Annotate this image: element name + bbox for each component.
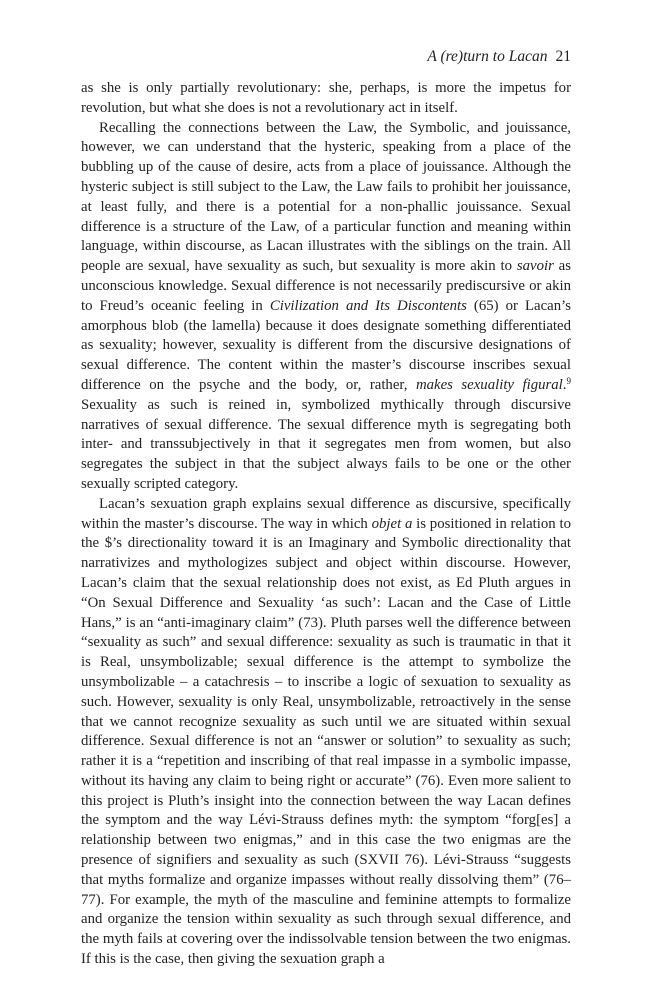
paragraph-text: Sexuality as such is reined in, symbolized mythically through discursive narratives of sexual difference. The sexual difference myth is segregating both inter- and transsubjectively in that it segregates men from women, but also segregates the subject in that the subject always fails to be one or the other sexually scripted category. xyxy=(81,396,571,492)
paragraph-continued xyxy=(81,79,571,119)
paragraph-text: as she is only partially revolutionary: she, perhaps, is more the impetus for revolution, but what she does is not a revolutionary act in itself. xyxy=(81,80,571,116)
paragraph-text: Recalling the connections between the Law, the Symbolic, and jouissance, however, we can understand that the hysteric, speaking from a place of the bubbling up of the cause of desire, acts from a place of jouissance. Although the hysteric subject is still subject to the Law, the Law fails to prohibit her jouissance, at least fully, and there is a potential for a non-phallic jouissance. Sexual difference is a structure of the Law, of a particular function and meaning within language, within discourse, as Lacan illustrates with the siblings on the train. All people are sexual, have sexuality as such, but sexuality is more akin to xyxy=(81,119,571,275)
paragraph-text: (65) or Lacan’s amorphous blob (the lamella) because it does designate something differentiated as sexuality; however, sexuality is different from the discursive designations of sexual difference. The content within the master’s discourse inscribes sexual difference on the psyche and the body, or, rather, xyxy=(81,297,571,393)
paragraph-text: is positioned in relation to the $’s directionality toward it is an Imaginary and Symbolic directionality that narrativizes and mythologizes subject and object within discourse. However, Lacan’s claim that the sexual relationship does not exist, as Ed Pluth argues in “On Sexual Difference and Sexuality ‘as such’: Lacan and the Case of Little Hans,” is an “anti-imaginary claim” (73). Pluth parses well the difference between “sexuality as such” and sexual difference: sexuality as such is traumatic in that it is Real, unsymbolizable; sexual difference is the attempt to symbolize the unsymbolizable – a catachresis – to inscribe a logic of sexuation to sexuality as such. However, sexuality is only Real, unsymbolizable, retroactively in the sense that we cannot recognize sexuality as such until we are situated within sexual difference. Sexual difference is not an “answer or solution” to sexuality as such; rather it is a “repetition and inscribing of that real impasse in a symbolic impasse, without its having any claim to being right or accurate” (76). Even more salient to this project is Pluth’s insight into the connection between the way Lacan defines the symptom and the way Lévi-Strauss defines myth: the symptom “forg[es] a relationship between two enigmas,” and in this case the two enigmas are the presence of signifiers and sexuality as such (SXVII 76). Lévi-Strauss “suggests that myths formalize and organize impasses without really dissolving them” (76–77). For example, the myth of the masculine and feminine attempts to formalize and organize the tension within sexuality as such through sexual difference, and the myth fails at covering over the indissolvable tension between the two enigmas. If this is the case, then giving the sexuation graph a xyxy=(81,515,571,968)
paragraph-text: as unconscious knowledge. Sexual difference is not necessarily prediscursive or akin to Freud’s oceanic feeling in xyxy=(81,258,571,314)
italic-term: objet a xyxy=(371,515,413,532)
paragraph xyxy=(81,495,571,970)
page-number: 21 xyxy=(555,48,571,65)
paragraph xyxy=(81,119,571,495)
book-title: Civilization and Its Discontents xyxy=(269,297,467,314)
running-head-title: A (re)turn to Lacan xyxy=(427,48,548,65)
running-head xyxy=(427,47,571,67)
paragraph-text: . xyxy=(562,376,567,393)
paragraph-text: Lacan’s sexuation graph explains sexual difference as discursive, specifically within the master’s discourse. The way in which xyxy=(81,495,571,532)
footnote-marker[interactable]: 9 xyxy=(566,375,571,386)
italic-emphasis: makes sexuality figural xyxy=(415,376,563,393)
body-text xyxy=(81,79,571,970)
italic-term: savoir xyxy=(516,258,554,275)
